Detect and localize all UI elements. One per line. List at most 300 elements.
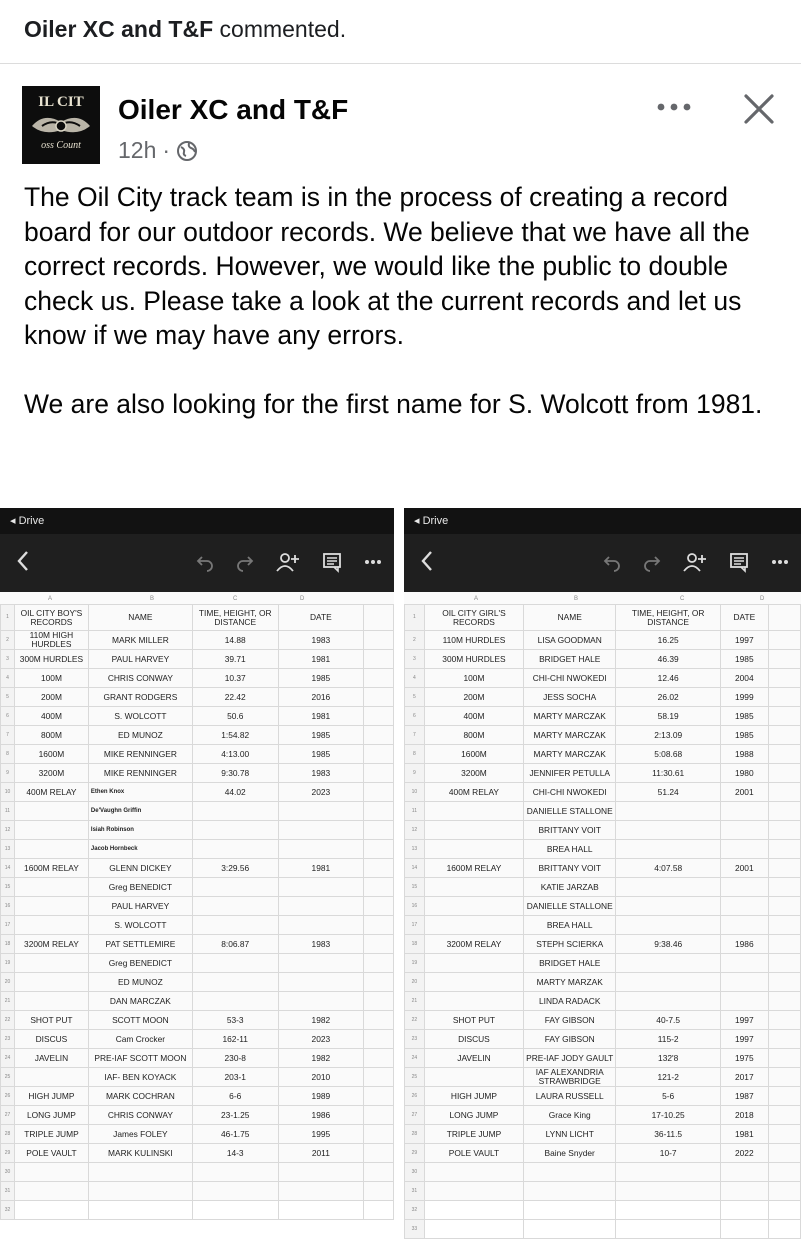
table-cell[interactable]: 1989 xyxy=(278,1087,364,1106)
table-cell[interactable]: FAY GIBSON xyxy=(524,1011,616,1030)
empty-cell[interactable] xyxy=(364,707,394,726)
table-cell[interactable] xyxy=(424,1163,523,1182)
table-cell[interactable]: 1999 xyxy=(721,688,769,707)
table-cell[interactable] xyxy=(721,802,769,821)
row-number[interactable]: 30 xyxy=(1,1163,15,1182)
empty-cell[interactable] xyxy=(768,954,800,973)
table-cell[interactable] xyxy=(524,1220,616,1239)
table-cell[interactable]: MARK KULINSKI xyxy=(88,1144,192,1163)
table-cell[interactable]: 12.46 xyxy=(616,669,721,688)
column-header[interactable]: TIME, HEIGHT, OR DISTANCE xyxy=(616,605,721,631)
table-cell[interactable]: 1600M RELAY xyxy=(14,859,88,878)
table-cell[interactable]: DISCUS xyxy=(424,1030,523,1049)
row-number[interactable]: 27 xyxy=(405,1106,425,1125)
table-cell[interactable]: 17-10.25 xyxy=(616,1106,721,1125)
column-header[interactable]: NAME xyxy=(524,605,616,631)
table-cell[interactable] xyxy=(721,954,769,973)
table-cell[interactable]: MARK COCHRAN xyxy=(88,1087,192,1106)
table-cell[interactable] xyxy=(14,802,88,821)
row-number[interactable]: 1 xyxy=(405,605,425,631)
add-person-icon[interactable] xyxy=(683,552,707,572)
table-cell[interactable] xyxy=(424,1182,523,1201)
row-number[interactable]: 7 xyxy=(1,726,15,745)
empty-cell[interactable] xyxy=(768,650,800,669)
column-header[interactable]: OIL CITY BOY'S RECORDS xyxy=(14,605,88,631)
table-cell[interactable] xyxy=(424,840,523,859)
table-cell[interactable] xyxy=(14,1163,88,1182)
table-cell[interactable]: 46-1.75 xyxy=(192,1125,278,1144)
table-cell[interactable]: Greg BENEDICT xyxy=(88,954,192,973)
row-number[interactable]: 24 xyxy=(1,1049,15,1068)
row-number[interactable]: 17 xyxy=(1,916,15,935)
row-number[interactable]: 22 xyxy=(1,1011,15,1030)
empty-cell[interactable] xyxy=(768,916,800,935)
empty-cell[interactable] xyxy=(768,1068,800,1087)
drive-back-label[interactable]: ◂ Drive xyxy=(10,515,45,527)
table-cell[interactable] xyxy=(192,1182,278,1201)
table-cell[interactable]: Jacob Hornbeck xyxy=(88,840,192,859)
table-cell[interactable] xyxy=(616,1201,721,1220)
row-number[interactable]: 31 xyxy=(405,1182,425,1201)
table-cell[interactable] xyxy=(278,954,364,973)
table-cell[interactable]: MARTY MARZAK xyxy=(524,973,616,992)
empty-cell[interactable] xyxy=(364,688,394,707)
table-cell[interactable] xyxy=(424,878,523,897)
undo-icon[interactable] xyxy=(196,553,214,571)
table-cell[interactable] xyxy=(278,1182,364,1201)
table-cell[interactable]: BREA HALL xyxy=(524,840,616,859)
row-number[interactable]: 1 xyxy=(1,605,15,631)
table-cell[interactable]: 1986 xyxy=(278,1106,364,1125)
table-cell[interactable] xyxy=(278,821,364,840)
empty-cell[interactable] xyxy=(364,726,394,745)
table-cell[interactable] xyxy=(424,897,523,916)
table-cell[interactable]: LINDA RADACK xyxy=(524,992,616,1011)
table-cell[interactable]: 1975 xyxy=(721,1049,769,1068)
table-cell[interactable] xyxy=(721,1201,769,1220)
table-cell[interactable]: DAN MARCZAK xyxy=(88,992,192,1011)
empty-cell[interactable] xyxy=(768,1220,800,1239)
table-cell[interactable]: SCOTT MOON xyxy=(88,1011,192,1030)
table-cell[interactable] xyxy=(616,897,721,916)
table-cell[interactable]: 6-6 xyxy=(192,1087,278,1106)
table-cell[interactable] xyxy=(424,954,523,973)
table-cell[interactable]: GRANT RODGERS xyxy=(88,688,192,707)
more-dots-icon[interactable] xyxy=(364,559,382,565)
table-cell[interactable]: 1997 xyxy=(721,1030,769,1049)
row-number[interactable]: 27 xyxy=(1,1106,15,1125)
table-cell[interactable]: BRITTANY VOIT xyxy=(524,821,616,840)
empty-cell[interactable] xyxy=(768,821,800,840)
empty-cell[interactable] xyxy=(364,1030,394,1049)
table-cell[interactable] xyxy=(14,973,88,992)
table-cell[interactable] xyxy=(721,1220,769,1239)
row-number[interactable]: 6 xyxy=(405,707,425,726)
table-cell[interactable]: DISCUS xyxy=(14,1030,88,1049)
empty-cell[interactable] xyxy=(768,897,800,916)
row-number[interactable]: 2 xyxy=(405,631,425,650)
empty-cell[interactable] xyxy=(768,859,800,878)
table-cell[interactable]: HIGH JUMP xyxy=(424,1087,523,1106)
table-cell[interactable] xyxy=(278,992,364,1011)
table-cell[interactable]: BRITTANY VOIT xyxy=(524,859,616,878)
table-cell[interactable]: Ethen Knox xyxy=(88,783,192,802)
table-cell[interactable]: JESS SOCHA xyxy=(524,688,616,707)
table-cell[interactable]: 4:07.58 xyxy=(616,859,721,878)
table-cell[interactable]: 2023 xyxy=(278,783,364,802)
row-number[interactable]: 9 xyxy=(405,764,425,783)
table-cell[interactable] xyxy=(721,1182,769,1201)
row-number[interactable]: 33 xyxy=(405,1220,425,1239)
table-cell[interactable] xyxy=(721,821,769,840)
empty-cell[interactable] xyxy=(768,1011,800,1030)
table-cell[interactable]: DANIELLE STALLONE xyxy=(524,802,616,821)
row-number[interactable]: 12 xyxy=(1,821,15,840)
table-cell[interactable]: LISA GOODMAN xyxy=(524,631,616,650)
table-cell[interactable] xyxy=(424,992,523,1011)
table-cell[interactable] xyxy=(721,878,769,897)
row-number[interactable]: 12 xyxy=(405,821,425,840)
table-cell[interactable]: 1980 xyxy=(721,764,769,783)
table-cell[interactable]: 2004 xyxy=(721,669,769,688)
table-cell[interactable]: 132'8 xyxy=(616,1049,721,1068)
empty-cell[interactable] xyxy=(364,935,394,954)
table-cell[interactable]: 121-2 xyxy=(616,1068,721,1087)
empty-cell[interactable] xyxy=(768,1182,800,1201)
attached-photo-girls-records[interactable] xyxy=(404,508,801,1232)
table-cell[interactable] xyxy=(616,878,721,897)
table-cell[interactable]: Cam Crocker xyxy=(88,1030,192,1049)
table-cell[interactable]: LONG JUMP xyxy=(424,1106,523,1125)
table-cell[interactable] xyxy=(424,802,523,821)
table-cell[interactable]: 400M xyxy=(424,707,523,726)
row-number[interactable]: 23 xyxy=(405,1030,425,1049)
row-number[interactable]: 17 xyxy=(405,916,425,935)
row-number[interactable]: 8 xyxy=(1,745,15,764)
empty-cell[interactable] xyxy=(768,1106,800,1125)
table-cell[interactable] xyxy=(524,1163,616,1182)
table-cell[interactable] xyxy=(424,973,523,992)
table-cell[interactable]: 1985 xyxy=(278,745,364,764)
table-cell[interactable] xyxy=(192,916,278,935)
row-number[interactable]: 3 xyxy=(1,650,15,669)
table-cell[interactable]: 53-3 xyxy=(192,1011,278,1030)
table-cell[interactable]: 2023 xyxy=(278,1030,364,1049)
table-cell[interactable]: 1985 xyxy=(721,707,769,726)
table-cell[interactable]: BREA HALL xyxy=(524,916,616,935)
empty-cell[interactable] xyxy=(768,973,800,992)
row-number[interactable]: 10 xyxy=(405,783,425,802)
table-cell[interactable]: 300M HURDLES xyxy=(424,650,523,669)
table-cell[interactable]: MARTY MARCZAK xyxy=(524,745,616,764)
row-number[interactable]: 32 xyxy=(405,1201,425,1220)
column-header[interactable]: TIME, HEIGHT, OR DISTANCE xyxy=(192,605,278,631)
empty-cell[interactable] xyxy=(364,897,394,916)
table-cell[interactable]: 5:08.68 xyxy=(616,745,721,764)
table-cell[interactable] xyxy=(616,840,721,859)
chevron-left-icon[interactable] xyxy=(16,550,30,572)
table-cell[interactable]: 1983 xyxy=(278,935,364,954)
table-cell[interactable]: James FOLEY xyxy=(88,1125,192,1144)
avatar[interactable] xyxy=(22,86,100,164)
table-cell[interactable]: 10-7 xyxy=(616,1144,721,1163)
table-cell[interactable]: MIKE RENNINGER xyxy=(88,764,192,783)
table-cell[interactable] xyxy=(616,1163,721,1182)
row-number[interactable]: 19 xyxy=(1,954,15,973)
table-cell[interactable] xyxy=(192,1201,278,1220)
table-cell[interactable]: DANIELLE STALLONE xyxy=(524,897,616,916)
table-cell[interactable]: STEPH SCIERKA xyxy=(524,935,616,954)
table-cell[interactable] xyxy=(192,840,278,859)
table-cell[interactable]: 10.37 xyxy=(192,669,278,688)
table-cell[interactable] xyxy=(192,954,278,973)
notification-actor[interactable]: Oiler XC and T&F xyxy=(24,16,214,42)
empty-cell[interactable] xyxy=(768,935,800,954)
row-number[interactable]: 2 xyxy=(1,631,15,650)
table-cell[interactable] xyxy=(14,1182,88,1201)
empty-cell[interactable] xyxy=(364,669,394,688)
table-cell[interactable] xyxy=(616,954,721,973)
table-cell[interactable]: 51.24 xyxy=(616,783,721,802)
empty-cell[interactable] xyxy=(364,1125,394,1144)
table-cell[interactable]: 100M xyxy=(424,669,523,688)
table-cell[interactable]: Baine Snyder xyxy=(524,1144,616,1163)
table-cell[interactable]: De'Vaughn Griffin xyxy=(88,802,192,821)
empty-cell[interactable] xyxy=(364,605,394,631)
more-options-button[interactable] xyxy=(652,92,696,122)
empty-cell[interactable] xyxy=(768,1201,800,1220)
table-cell[interactable] xyxy=(192,897,278,916)
table-cell[interactable] xyxy=(278,897,364,916)
empty-cell[interactable] xyxy=(364,1144,394,1163)
table-cell[interactable]: 11:30.61 xyxy=(616,764,721,783)
table-cell[interactable]: JENNIFER PETULLA xyxy=(524,764,616,783)
empty-cell[interactable] xyxy=(768,992,800,1011)
table-cell[interactable] xyxy=(424,1201,523,1220)
table-cell[interactable] xyxy=(524,1201,616,1220)
table-cell[interactable]: JAVELIN xyxy=(14,1049,88,1068)
table-cell[interactable] xyxy=(278,878,364,897)
table-cell[interactable]: 3:29.56 xyxy=(192,859,278,878)
row-number[interactable]: 20 xyxy=(1,973,15,992)
table-cell[interactable] xyxy=(721,916,769,935)
row-number[interactable]: 18 xyxy=(405,935,425,954)
table-cell[interactable] xyxy=(14,992,88,1011)
table-cell[interactable]: 26.02 xyxy=(616,688,721,707)
empty-cell[interactable] xyxy=(768,783,800,802)
table-cell[interactable]: 40-7.5 xyxy=(616,1011,721,1030)
empty-cell[interactable] xyxy=(364,973,394,992)
table-cell[interactable]: 1600M xyxy=(424,745,523,764)
table-cell[interactable] xyxy=(14,916,88,935)
redo-icon[interactable] xyxy=(236,553,254,571)
table-cell[interactable]: 2018 xyxy=(721,1106,769,1125)
table-cell[interactable] xyxy=(88,1182,192,1201)
table-cell[interactable]: 1:54.82 xyxy=(192,726,278,745)
empty-cell[interactable] xyxy=(364,916,394,935)
table-cell[interactable]: 8:06.87 xyxy=(192,935,278,954)
table-cell[interactable] xyxy=(192,1163,278,1182)
row-number[interactable]: 31 xyxy=(1,1182,15,1201)
table-cell[interactable]: 200M xyxy=(14,688,88,707)
row-number[interactable]: 5 xyxy=(1,688,15,707)
empty-cell[interactable] xyxy=(768,1049,800,1068)
table-cell[interactable]: 44.02 xyxy=(192,783,278,802)
empty-cell[interactable] xyxy=(768,1163,800,1182)
column-header[interactable]: DATE xyxy=(278,605,364,631)
empty-cell[interactable] xyxy=(364,954,394,973)
table-cell[interactable] xyxy=(721,1163,769,1182)
table-cell[interactable]: 2016 xyxy=(278,688,364,707)
table-cell[interactable]: HIGH JUMP xyxy=(14,1087,88,1106)
table-cell[interactable] xyxy=(616,802,721,821)
empty-cell[interactable] xyxy=(768,1030,800,1049)
table-cell[interactable]: 1995 xyxy=(278,1125,364,1144)
table-cell[interactable] xyxy=(88,1201,192,1220)
row-number[interactable]: 15 xyxy=(405,878,425,897)
row-number[interactable]: 11 xyxy=(1,802,15,821)
empty-cell[interactable] xyxy=(364,783,394,802)
table-cell[interactable] xyxy=(616,916,721,935)
table-cell[interactable]: 400M RELAY xyxy=(424,783,523,802)
table-cell[interactable] xyxy=(14,954,88,973)
table-cell[interactable] xyxy=(616,1182,721,1201)
table-cell[interactable]: 1986 xyxy=(721,935,769,954)
table-cell[interactable]: 14-3 xyxy=(192,1144,278,1163)
table-cell[interactable]: ED MUNOZ xyxy=(88,726,192,745)
table-cell[interactable]: KATIE JARZAB xyxy=(524,878,616,897)
table-cell[interactable]: PRE-IAF SCOTT MOON xyxy=(88,1049,192,1068)
table-cell[interactable] xyxy=(14,1068,88,1087)
table-cell[interactable]: SHOT PUT xyxy=(424,1011,523,1030)
table-cell[interactable] xyxy=(278,802,364,821)
table-cell[interactable]: 1988 xyxy=(721,745,769,764)
empty-cell[interactable] xyxy=(768,631,800,650)
empty-cell[interactable] xyxy=(364,1087,394,1106)
table-cell[interactable]: 1983 xyxy=(278,764,364,783)
table-cell[interactable]: 3200M RELAY xyxy=(424,935,523,954)
table-cell[interactable]: IAF- BEN KOYACK xyxy=(88,1068,192,1087)
table-cell[interactable]: 2011 xyxy=(278,1144,364,1163)
empty-cell[interactable] xyxy=(768,878,800,897)
row-number[interactable]: 22 xyxy=(405,1011,425,1030)
row-number[interactable]: 15 xyxy=(1,878,15,897)
table-cell[interactable]: 100M xyxy=(14,669,88,688)
table-cell[interactable] xyxy=(278,1201,364,1220)
table-cell[interactable] xyxy=(14,840,88,859)
drive-back-label[interactable]: ◂ Drive xyxy=(414,515,449,527)
table-cell[interactable]: MIKE RENNINGER xyxy=(88,745,192,764)
row-number[interactable]: 21 xyxy=(405,992,425,1011)
table-cell[interactable]: 1997 xyxy=(721,631,769,650)
row-number[interactable]: 25 xyxy=(1,1068,15,1087)
table-cell[interactable]: MARTY MARCZAK xyxy=(524,726,616,745)
table-cell[interactable] xyxy=(14,1201,88,1220)
empty-cell[interactable] xyxy=(768,840,800,859)
table-cell[interactable] xyxy=(278,973,364,992)
table-cell[interactable] xyxy=(192,802,278,821)
table-cell[interactable]: 110M HURDLES xyxy=(424,631,523,650)
table-cell[interactable] xyxy=(424,916,523,935)
table-cell[interactable]: IAF ALEXANDRIA STRAWBRIDGE xyxy=(524,1068,616,1087)
table-cell[interactable]: LONG JUMP xyxy=(14,1106,88,1125)
table-cell[interactable]: 36-11.5 xyxy=(616,1125,721,1144)
row-number[interactable]: 6 xyxy=(1,707,15,726)
table-cell[interactable]: 5-6 xyxy=(616,1087,721,1106)
row-number[interactable]: 29 xyxy=(1,1144,15,1163)
table-cell[interactable]: 2010 xyxy=(278,1068,364,1087)
table-cell[interactable]: 110M HIGH HURDLES xyxy=(14,631,88,650)
table-cell[interactable] xyxy=(616,992,721,1011)
more-dots-icon[interactable] xyxy=(771,559,789,565)
empty-cell[interactable] xyxy=(768,1087,800,1106)
empty-cell[interactable] xyxy=(364,1106,394,1125)
row-number[interactable]: 5 xyxy=(405,688,425,707)
table-cell[interactable]: 2001 xyxy=(721,783,769,802)
table-cell[interactable] xyxy=(616,821,721,840)
chevron-left-icon[interactable] xyxy=(420,550,434,572)
comment-icon[interactable] xyxy=(729,552,749,572)
table-cell[interactable] xyxy=(721,897,769,916)
table-cell[interactable]: 200M xyxy=(424,688,523,707)
table-cell[interactable] xyxy=(192,992,278,1011)
table-cell[interactable] xyxy=(14,878,88,897)
table-cell[interactable]: 3200M xyxy=(14,764,88,783)
table-cell[interactable]: Greg BENEDICT xyxy=(88,878,192,897)
row-number[interactable]: 19 xyxy=(405,954,425,973)
table-cell[interactable] xyxy=(721,973,769,992)
table-cell[interactable]: 1985 xyxy=(278,669,364,688)
table-cell[interactable]: CHRIS CONWAY xyxy=(88,669,192,688)
table-cell[interactable]: 50.6 xyxy=(192,707,278,726)
empty-cell[interactable] xyxy=(364,1011,394,1030)
row-number[interactable]: 26 xyxy=(405,1087,425,1106)
table-cell[interactable]: CHI-CHI NWOKEDI xyxy=(524,783,616,802)
table-cell[interactable]: PAT SETTLEMIRE xyxy=(88,935,192,954)
empty-cell[interactable] xyxy=(364,840,394,859)
table-cell[interactable]: 1985 xyxy=(721,726,769,745)
row-number[interactable]: 9 xyxy=(1,764,15,783)
row-number[interactable]: 7 xyxy=(405,726,425,745)
table-cell[interactable]: POLE VAULT xyxy=(424,1144,523,1163)
empty-cell[interactable] xyxy=(768,745,800,764)
table-cell[interactable] xyxy=(88,1163,192,1182)
attached-photo-boys-records[interactable] xyxy=(0,508,394,1213)
table-cell[interactable]: 400M xyxy=(14,707,88,726)
table-cell[interactable]: PRE-IAF JODY GAULT xyxy=(524,1049,616,1068)
post-time[interactable]: 12h xyxy=(118,137,157,163)
empty-cell[interactable] xyxy=(768,707,800,726)
empty-cell[interactable] xyxy=(364,821,394,840)
table-cell[interactable]: 14.88 xyxy=(192,631,278,650)
table-cell[interactable]: 800M xyxy=(424,726,523,745)
empty-cell[interactable] xyxy=(364,745,394,764)
table-cell[interactable]: 2022 xyxy=(721,1144,769,1163)
table-cell[interactable]: 1981 xyxy=(278,707,364,726)
row-number[interactable]: 11 xyxy=(405,802,425,821)
row-number[interactable]: 32 xyxy=(1,1201,15,1220)
row-number[interactable]: 14 xyxy=(405,859,425,878)
empty-cell[interactable] xyxy=(364,1163,394,1182)
table-cell[interactable] xyxy=(278,1163,364,1182)
row-number[interactable]: 4 xyxy=(1,669,15,688)
table-cell[interactable]: 9:38.46 xyxy=(616,935,721,954)
table-cell[interactable] xyxy=(524,1182,616,1201)
table-cell[interactable]: JAVELIN xyxy=(424,1049,523,1068)
table-cell[interactable]: GLENN DICKEY xyxy=(88,859,192,878)
table-cell[interactable]: 1982 xyxy=(278,1049,364,1068)
row-number[interactable]: 8 xyxy=(405,745,425,764)
